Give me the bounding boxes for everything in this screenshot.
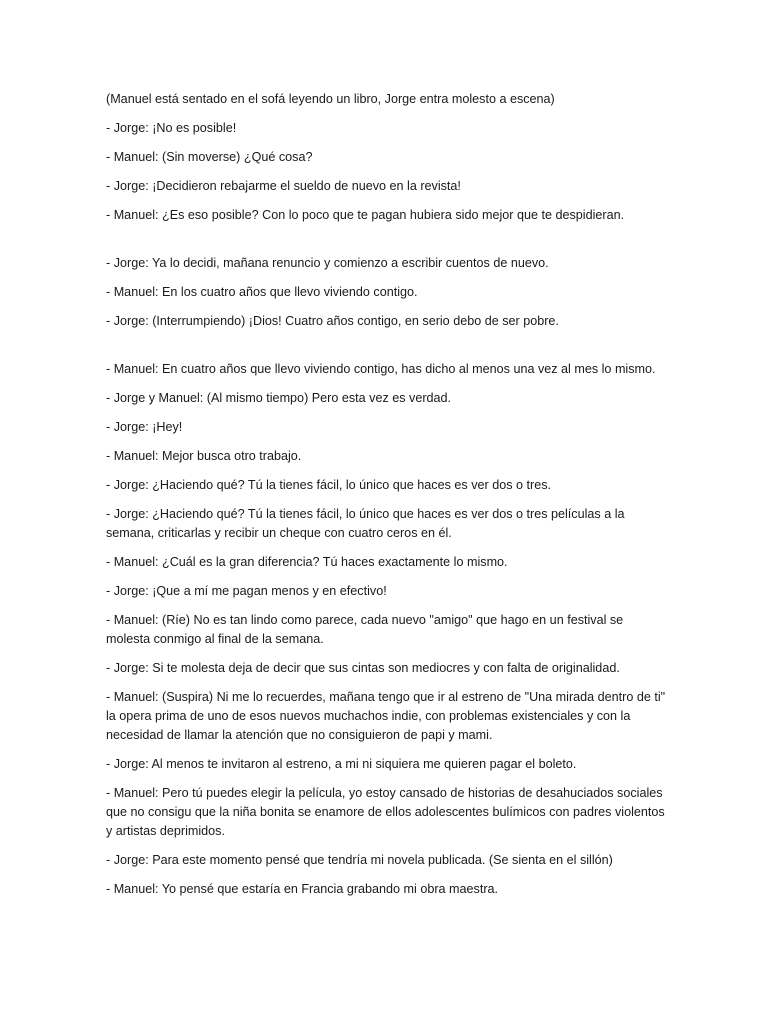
script-text-body [106, 90, 666, 909]
dialogue-line: - Jorge y Manuel: (Al mismo tiempo) Pero esta vez es verdad. [106, 391, 452, 405]
stage-direction-paragraph: (Manuel está sentado en el sofá leyendo un libro, Jorge entra molesto a escena) [106, 92, 555, 106]
dialogue-line: - Jorge: ¡Hey! [106, 420, 183, 434]
dialogue-line: - Jorge: Para este momento pensé que tendría mi novela publicada. (Se sienta en el sillón) [106, 853, 613, 867]
dialogue-line: - Manuel: Pero tú puedes elegir la película, yo estoy cansado de historias de desahuciados sociales que no consigu que la niña bonita se enamore de ellos adolescentes bulímicos con padres violentos y artistas deprimidos. [106, 786, 665, 838]
dialogue-line: - Manuel: En los cuatro años que llevo viviendo contigo. [106, 285, 418, 299]
dialogue-line: - Manuel: Mejor busca otro trabajo. [106, 449, 302, 463]
dialogue-line: - Manuel: ¿Cuál es la gran diferencia? Tú haces exactamente lo mismo. [106, 555, 508, 569]
dialogue-line: - Jorge: ¡No es posible! [106, 121, 237, 135]
dialogue-line: - Manuel: (Ríe) No es tan lindo como parece, cada nuevo "amigo" que hago en un festival se molesta conmigo al final de la semana. [106, 613, 624, 646]
dialogue-line: - Jorge: ¡Que a mí me pagan menos y en efectivo! [106, 584, 387, 598]
dialogue-line: - Jorge: ¡Decidieron rebajarme el sueldo de nuevo en la revista! [106, 179, 461, 193]
dialogue-line: - Manuel: En cuatro años que llevo viviendo contigo, has dicho al menos una vez al mes lo mismo. [106, 362, 656, 376]
dialogue-line: - Manuel: (Sin moverse) ¿Qué cosa? [106, 150, 313, 164]
dialogue-line: - Manuel: ¿Es eso posible? Con lo poco que te pagan hubiera sido mejor que te despidieran. [106, 208, 625, 222]
dialogue-line: - Manuel: (Suspira) Ni me lo recuerdes, mañana tengo que ir al estreno de "Una mirada dentro de ti" la opera prima de uno de esos nuevos muchachos indie, con problemas existenciales y con la necesidad de llamar la atención que no consiguieron de papi y mami. [106, 690, 666, 742]
dialogue-line: - Jorge: ¿Haciendo qué? Tú la tienes fácil, lo único que haces es ver dos o tres. [106, 478, 551, 492]
dialogue-line: - Jorge: Al menos te invitaron al estreno, a mi ni siquiera me quieren pagar el boleto. [106, 757, 577, 771]
dialogue-line: - Jorge: ¿Haciendo qué? Tú la tienes fácil, lo único que haces es ver dos o tres películas a la semana, criticarlas y recibir un cheque con cuatro ceros en él. [106, 507, 625, 540]
dialogue-line: - Jorge: Si te molesta deja de decir que sus cintas son mediocres y con falta de originalidad. [106, 661, 620, 675]
dialogue-line: - Manuel: Yo pensé que estaría en Francia grabando mi obra maestra. [106, 882, 499, 896]
dialogue-line: - Jorge: Ya lo decidi, mañana renuncio y comienzo a escribir cuentos de nuevo. [106, 256, 549, 270]
dialogue-line: - Jorge: (Interrumpiendo) ¡Dios! Cuatro años contigo, en serio debo de ser pobre. [106, 314, 559, 328]
